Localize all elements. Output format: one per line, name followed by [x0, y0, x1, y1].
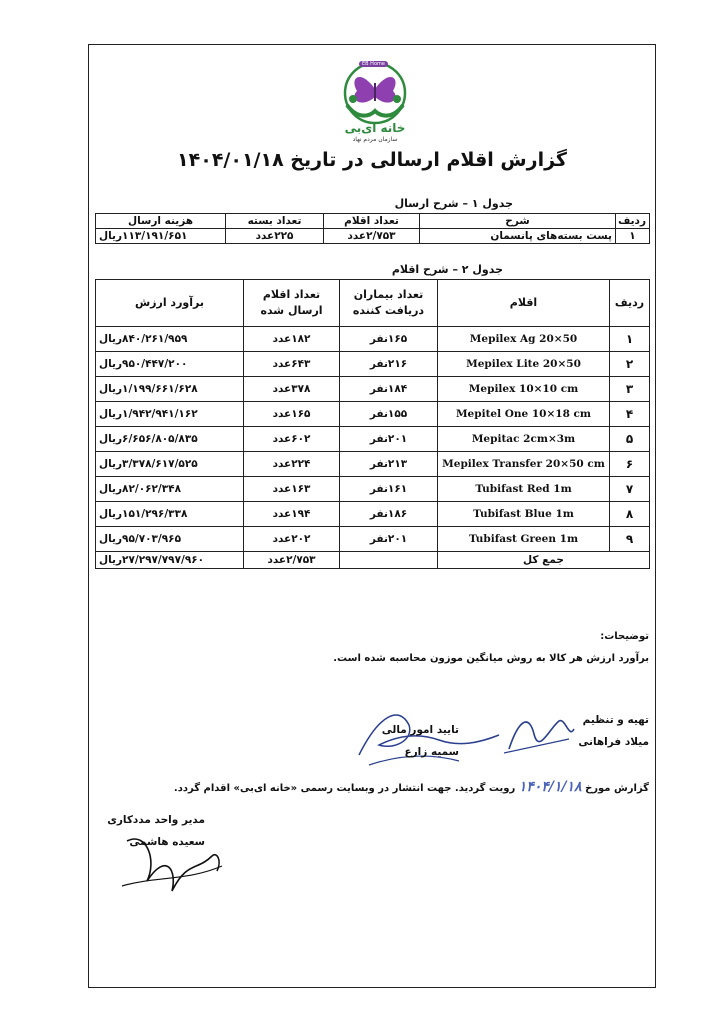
report-prefix: گزارش مورخ [585, 783, 649, 794]
item-name-cell: Tubifast Green 1m [438, 527, 610, 552]
row-index: ۱ [616, 229, 650, 244]
sent-count-cell: ۶۰۲عدد [244, 427, 340, 452]
row-index: ۹ [610, 527, 650, 552]
table1-caption: جدول ۱ – شرح ارسال [394, 197, 513, 210]
manager-name: سعیده هاشمی [129, 836, 205, 848]
sent-count-cell: ۲۲۴عدد [244, 452, 340, 477]
value-cell: ۸۴۰/۲۶۱/۹۵۹ریال [96, 327, 244, 352]
value-cell: ۱/۱۹۹/۶۶۱/۶۲۸ریال [96, 377, 244, 402]
column-header: تعداد اقلام ارسال شده [244, 280, 340, 327]
patients-cell: ۱۸۶نفر [340, 502, 438, 527]
report-review-line [174, 779, 649, 795]
item-name-cell: Tubifast Blue 1m [438, 502, 610, 527]
row-index: ۶ [610, 452, 650, 477]
value-cell: ۹۵/۷۰۳/۹۶۵ریال [96, 527, 244, 552]
column-header: تعداد اقلام [324, 214, 420, 229]
table-row [96, 477, 650, 502]
report-suffix: رویت گردید. جهت انتشار در وبسایت رسمی «خانه ای‌بی» اقدام گردد. [173, 783, 516, 794]
logo-name: خانه ای‌بی [344, 121, 406, 135]
column-header: برآورد ارزش [96, 280, 244, 327]
items-table [95, 279, 650, 569]
value-cell: ۸۲/۰۶۲/۳۴۸ریال [96, 477, 244, 502]
row-index: ۳ [610, 377, 650, 402]
column-header: شرح [420, 214, 616, 229]
shipping-table [95, 213, 650, 244]
column-header: تعداد بیماران دریافت کننده [340, 280, 438, 327]
table-row [96, 377, 650, 402]
patients-cell: ۲۱۶نفر [340, 352, 438, 377]
patients-cell: ۱۶۵نفر [340, 327, 438, 352]
row-index: ۱ [610, 327, 650, 352]
total-items-cell: ۲/۷۵۳عدد [244, 552, 340, 569]
item-name-cell: Mepitac 2cm×3m [438, 427, 610, 452]
row-index: ۵ [610, 427, 650, 452]
sent-count-cell: ۶۴۳عدد [244, 352, 340, 377]
prepared-name: میلاد فراهانی [578, 736, 649, 748]
column-header: تعداد بسته [226, 214, 324, 229]
table-header-row [96, 214, 650, 229]
sent-count-cell: ۱۶۳عدد [244, 477, 340, 502]
manager-title: مدیر واحد مددکاری [107, 814, 205, 826]
logo-badge: EB Home [359, 61, 388, 67]
column-header: ردیف [610, 280, 650, 327]
organization-logo [331, 59, 419, 145]
signature-preparer [499, 709, 579, 759]
table-row [96, 502, 650, 527]
prepared-by-block [578, 709, 649, 753]
table-row [96, 402, 650, 427]
item-name-cell: Mepilex Ag 20×50 [438, 327, 610, 352]
patients-cell: ۱۵۵نفر [340, 402, 438, 427]
sent-count-cell: ۱۶۵عدد [244, 402, 340, 427]
row-index: ۴ [610, 402, 650, 427]
patients-cell: ۲۰۱نفر [340, 427, 438, 452]
butterfly-logo-icon [331, 59, 419, 129]
item-name-cell: Mepilex Transfer 20×50 cm [438, 452, 610, 477]
table-row [96, 427, 650, 452]
patients-cell: ۱۸۴نفر [340, 377, 438, 402]
table-row [96, 452, 650, 477]
notes-text: برآورد ارزش هر کالا به روش میانگین موزون محاسبه شده است. [333, 653, 649, 664]
sent-count-cell: ۱۹۴عدد [244, 502, 340, 527]
column-header: اقلام [438, 280, 610, 327]
row-index: ۷ [610, 477, 650, 502]
total-row [96, 552, 650, 569]
handwritten-date: ۱۴۰۴/۱/۱۸ [518, 779, 582, 795]
description-cell: پست بسته‌های پانسمان [420, 229, 616, 244]
value-cell: ۱۵۱/۲۹۶/۳۳۸ریال [96, 502, 244, 527]
sent-count-cell: ۱۸۲عدد [244, 327, 340, 352]
column-header: ردیف [616, 214, 650, 229]
column-header: هزینه ارسال [96, 214, 226, 229]
package-count-cell: ۲۲۵عدد [226, 229, 324, 244]
value-cell: ۱/۹۴۲/۹۴۱/۱۶۲ریال [96, 402, 244, 427]
patients-cell: ۲۱۳نفر [340, 452, 438, 477]
value-cell: ۶/۶۵۶/۸۰۵/۸۳۵ریال [96, 427, 244, 452]
finance-title: تایید امور مالی [381, 724, 459, 736]
table2-caption: جدول ۲ – شرح اقلام [391, 263, 503, 276]
table-header-row [96, 280, 650, 327]
report-page [88, 44, 656, 988]
item-name-cell: Mepilex 10×10 cm [438, 377, 610, 402]
item-name-cell: Mepitel One 10×18 cm [438, 402, 610, 427]
value-cell: ۹۵۰/۴۴۷/۲۰۰ریال [96, 352, 244, 377]
total-value-cell: ۲۷/۲۹۷/۷۹۷/۹۶۰ریال [96, 552, 244, 569]
table-row [96, 352, 650, 377]
total-label: جمع کل [438, 552, 650, 569]
table-row [96, 327, 650, 352]
notes-title: توضیحات: [600, 631, 649, 642]
patients-cell: ۲۰۱نفر [340, 527, 438, 552]
manager-block [107, 809, 205, 853]
total-empty-cell [340, 552, 438, 569]
finance-name: سمیه زارع [404, 746, 459, 758]
shipping-cost-cell: ۱۱۳/۱۹۱/۶۵۱ریال [96, 229, 226, 244]
item-name-cell: Tubifast Red 1m [438, 477, 610, 502]
patients-cell: ۱۶۱نفر [340, 477, 438, 502]
table-row [96, 527, 650, 552]
finance-approval-block [382, 719, 459, 763]
items-count-cell: ۲/۷۵۳عدد [324, 229, 420, 244]
row-index: ۲ [610, 352, 650, 377]
table-row [96, 229, 650, 244]
logo-subtitle: سازمان مردم نهاد [352, 136, 398, 143]
sent-count-cell: ۳۷۸عدد [244, 377, 340, 402]
item-name-cell: Mepilex Lite 20×50 [438, 352, 610, 377]
prepared-title: تهیه و تنظیم [582, 714, 649, 726]
page-title: گزارش اقلام ارسالی در تاریخ ۱۴۰۴/۰۱/۱۸ [177, 149, 567, 171]
row-index: ۸ [610, 502, 650, 527]
sent-count-cell: ۲۰۲عدد [244, 527, 340, 552]
value-cell: ۳/۳۷۸/۶۱۷/۵۲۵ریال [96, 452, 244, 477]
